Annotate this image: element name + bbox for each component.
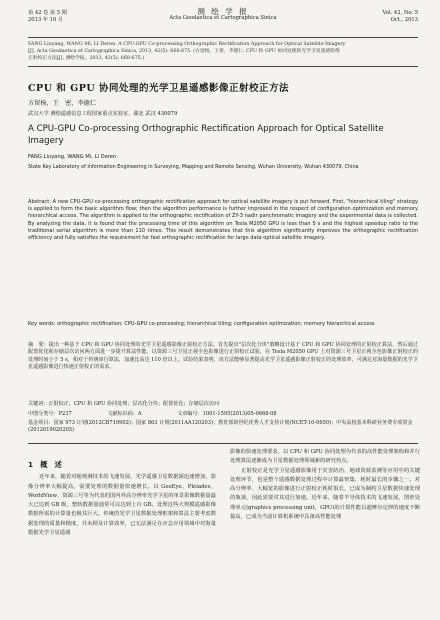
running-header — [28, 8, 418, 36]
classification-meta — [28, 410, 418, 417]
journal-name-en: Acta Geodaetica et Cartographica Sinica — [169, 15, 277, 21]
journal-name — [28, 8, 418, 22]
body-paragraph: 正射校正是光学卫星遥感影像用于灾害防治、地球资源监测等应用中的关键处理环节，也是整个遥感数据处理过程中计算最密集、耗时最长的步骤之一。对高分辨率、大幅宽的影像进行正射校正耗时很长，已成为制约卫星数据快速处理的瓶颈，因此需要对其进行加速。近年来，随着半导体技术的飞速发展，图形处理单元(graphics processing unit，GPU)的计算性能以超摩尔定律的速度不断提高，已成为当前计算机系统中具备高性能处理 — [230, 467, 420, 521]
body-paragraph: 近年来，随着对地观测技术的飞速发展，光学遥感卫星数据源迅速增加，影像分辨率大幅提高，需要处理的数据量快速增长。以 GeoEye、Pleiades、WorldView、资源三号等为代表的国内外高分辨率光学卫星的单景影像数据量最大已达到 GB 级，整轨数据量通常可以达到上百 GB。处理这些大规模遥感影像数据所需的计算量也极其巨大。传统的光学卫星数据处理框架和算法主要考虑数据处理的质量和精度，并未顾及计算效率，已无法满足在应急应用领域中对海量数据光学卫星遥感 — [28, 474, 216, 537]
paper-title-en: A CPU-GPU Co-processing Orthographic Rectification Approach for Optical Satellite Imagery — [28, 124, 384, 146]
citation-line: FANG Liuyang, WANG Mi, LI Deren. A CPU-GPU Co-processing Orthographic Rectification Approach for Optical Satellite Imagery — [28, 42, 346, 47]
document-code: 文献标识码：A — [107, 411, 142, 417]
volume-issue: 第 42 卷 第 5 期 — [28, 10, 67, 16]
body-paragraph: 影像的快速处理要求，以 CPU 和 GPU 协同处理为代表的高性能处理架构和并行处理算法逐渐成为卫星数据处理领域新的研究热点。 — [230, 449, 420, 465]
body-column-right — [230, 448, 420, 522]
paper-title-cn: CPU 和 GPU 协同处理的光学卫星遥感影像正射校正方法 — [28, 83, 289, 94]
keywords-cn: 关键词：正射校正；CPU 和 GPU 协同处理；层次化分块；配置优化；存储层次访问 — [28, 401, 220, 407]
citation-block — [28, 42, 418, 62]
issue-date: 2013 年 10 月 — [28, 17, 64, 23]
article-number: 文章编号：1001-1595(2013)05-0668-08 — [177, 411, 277, 417]
citation-rule — [28, 66, 418, 67]
funding-note: 基金项目：国家 973 计划(2012CB719902)；国家 863 计划(2011AA120203)；教育部新世纪优秀人才支持计划(NCET-10-0650)；中央高校基本科研业务费专项资金(2012619020205) — [28, 420, 413, 434]
affiliation-en: State Key Laboratory of Information Engineering in Surveying, Mapping and Remote Sensing, Wuhan University, Wuhan 430079, China — [28, 164, 359, 170]
body-rule — [28, 443, 418, 444]
issue-date-en: Oct., 2013 — [390, 17, 418, 23]
citation-line: 正射校正方法[J]. 测绘学报，2013, 42(5): 668-675.) — [28, 55, 145, 61]
issue-info-en — [383, 10, 418, 24]
abstract-en: Abstract: A new CPU-GPU co-processing orthographic rectification approach for optical satellite imagery is put forward. First, "hierarchical tiling" strategy is applied to form the basic algorithm flow; then the algorithm performance is further improved in the respect of configuration optimization and memory hierarchical access. The algorithm is applied to the orthographic rectification of ZY-3 nadir panchromatic imagery and the experimental data is collected. By analyzing the data, it is found that the processing time of this algorithm on Tesla M2050 GPU is less than 5 s and the highest speedup ratio to the traditional serial algorithm is more than 110 times. This result demonstrates that this algorithm significantly improves the orthographic rectification efficiency and fully satisfies the requirement for fast orthographic rectification for large data optical satellite imagery. — [28, 199, 418, 242]
citation-line: [J]. Acta Geodaetica et Cartographica Sinica, 2013, 42(5): 668-675. (方留杨，王密，李德仁. CPU 和 GPU 协同处理的光学卫星遥感影像 — [28, 48, 340, 54]
authors-en: FANG Liuyang, WANG Mi, LI Deren — [28, 154, 117, 160]
keywords-en: Key words: orthographic rectification; CPU-GPU co-processing; hierarchical tiling; configuration optimization; memory hierarchical access — [28, 321, 375, 327]
body-column-left — [28, 460, 216, 538]
journal-name-cn: 测 绘 学 报 — [197, 7, 249, 16]
clc-number: 中图分类号：P237 — [28, 411, 72, 417]
section-heading: 1 概 述 — [28, 460, 62, 469]
authors-cn: 方留杨，王 密，李德仁 — [28, 100, 97, 107]
header-rule — [28, 37, 418, 38]
affiliation-cn: 武汉大学 测绘遥感信息工程国家重点实验室，湖北 武汉 430079 — [28, 111, 178, 117]
abstract-cn: 摘 要：提出一种基于 CPU 和 GPU 协同处理的光学卫星遥感影像正射校正方法。首先提出"层次化分块"策略设计基于 CPU 和 GPU 协同处理的正射校正算法，然后通过配置优化和存储层次访问两方面进一步提升算法性能。以资源三号卫星正视全色影像进行正射校正试验，在 Tesla M2050 GPU 上对资源三号卫星正视全色影像正射校正的处理时间小于 5 s，相对于传统串行算法，加速比高达 110 倍以上。试验结果表明，该方法能够显著提高光学卫星遥感影像正射校正的处理效率，可满足对海量数据的光学卫星遥感影像进行快速正射校正的需求。 — [28, 342, 418, 371]
volume-issue-en: Vol. 42, No. 5 — [382, 10, 418, 16]
